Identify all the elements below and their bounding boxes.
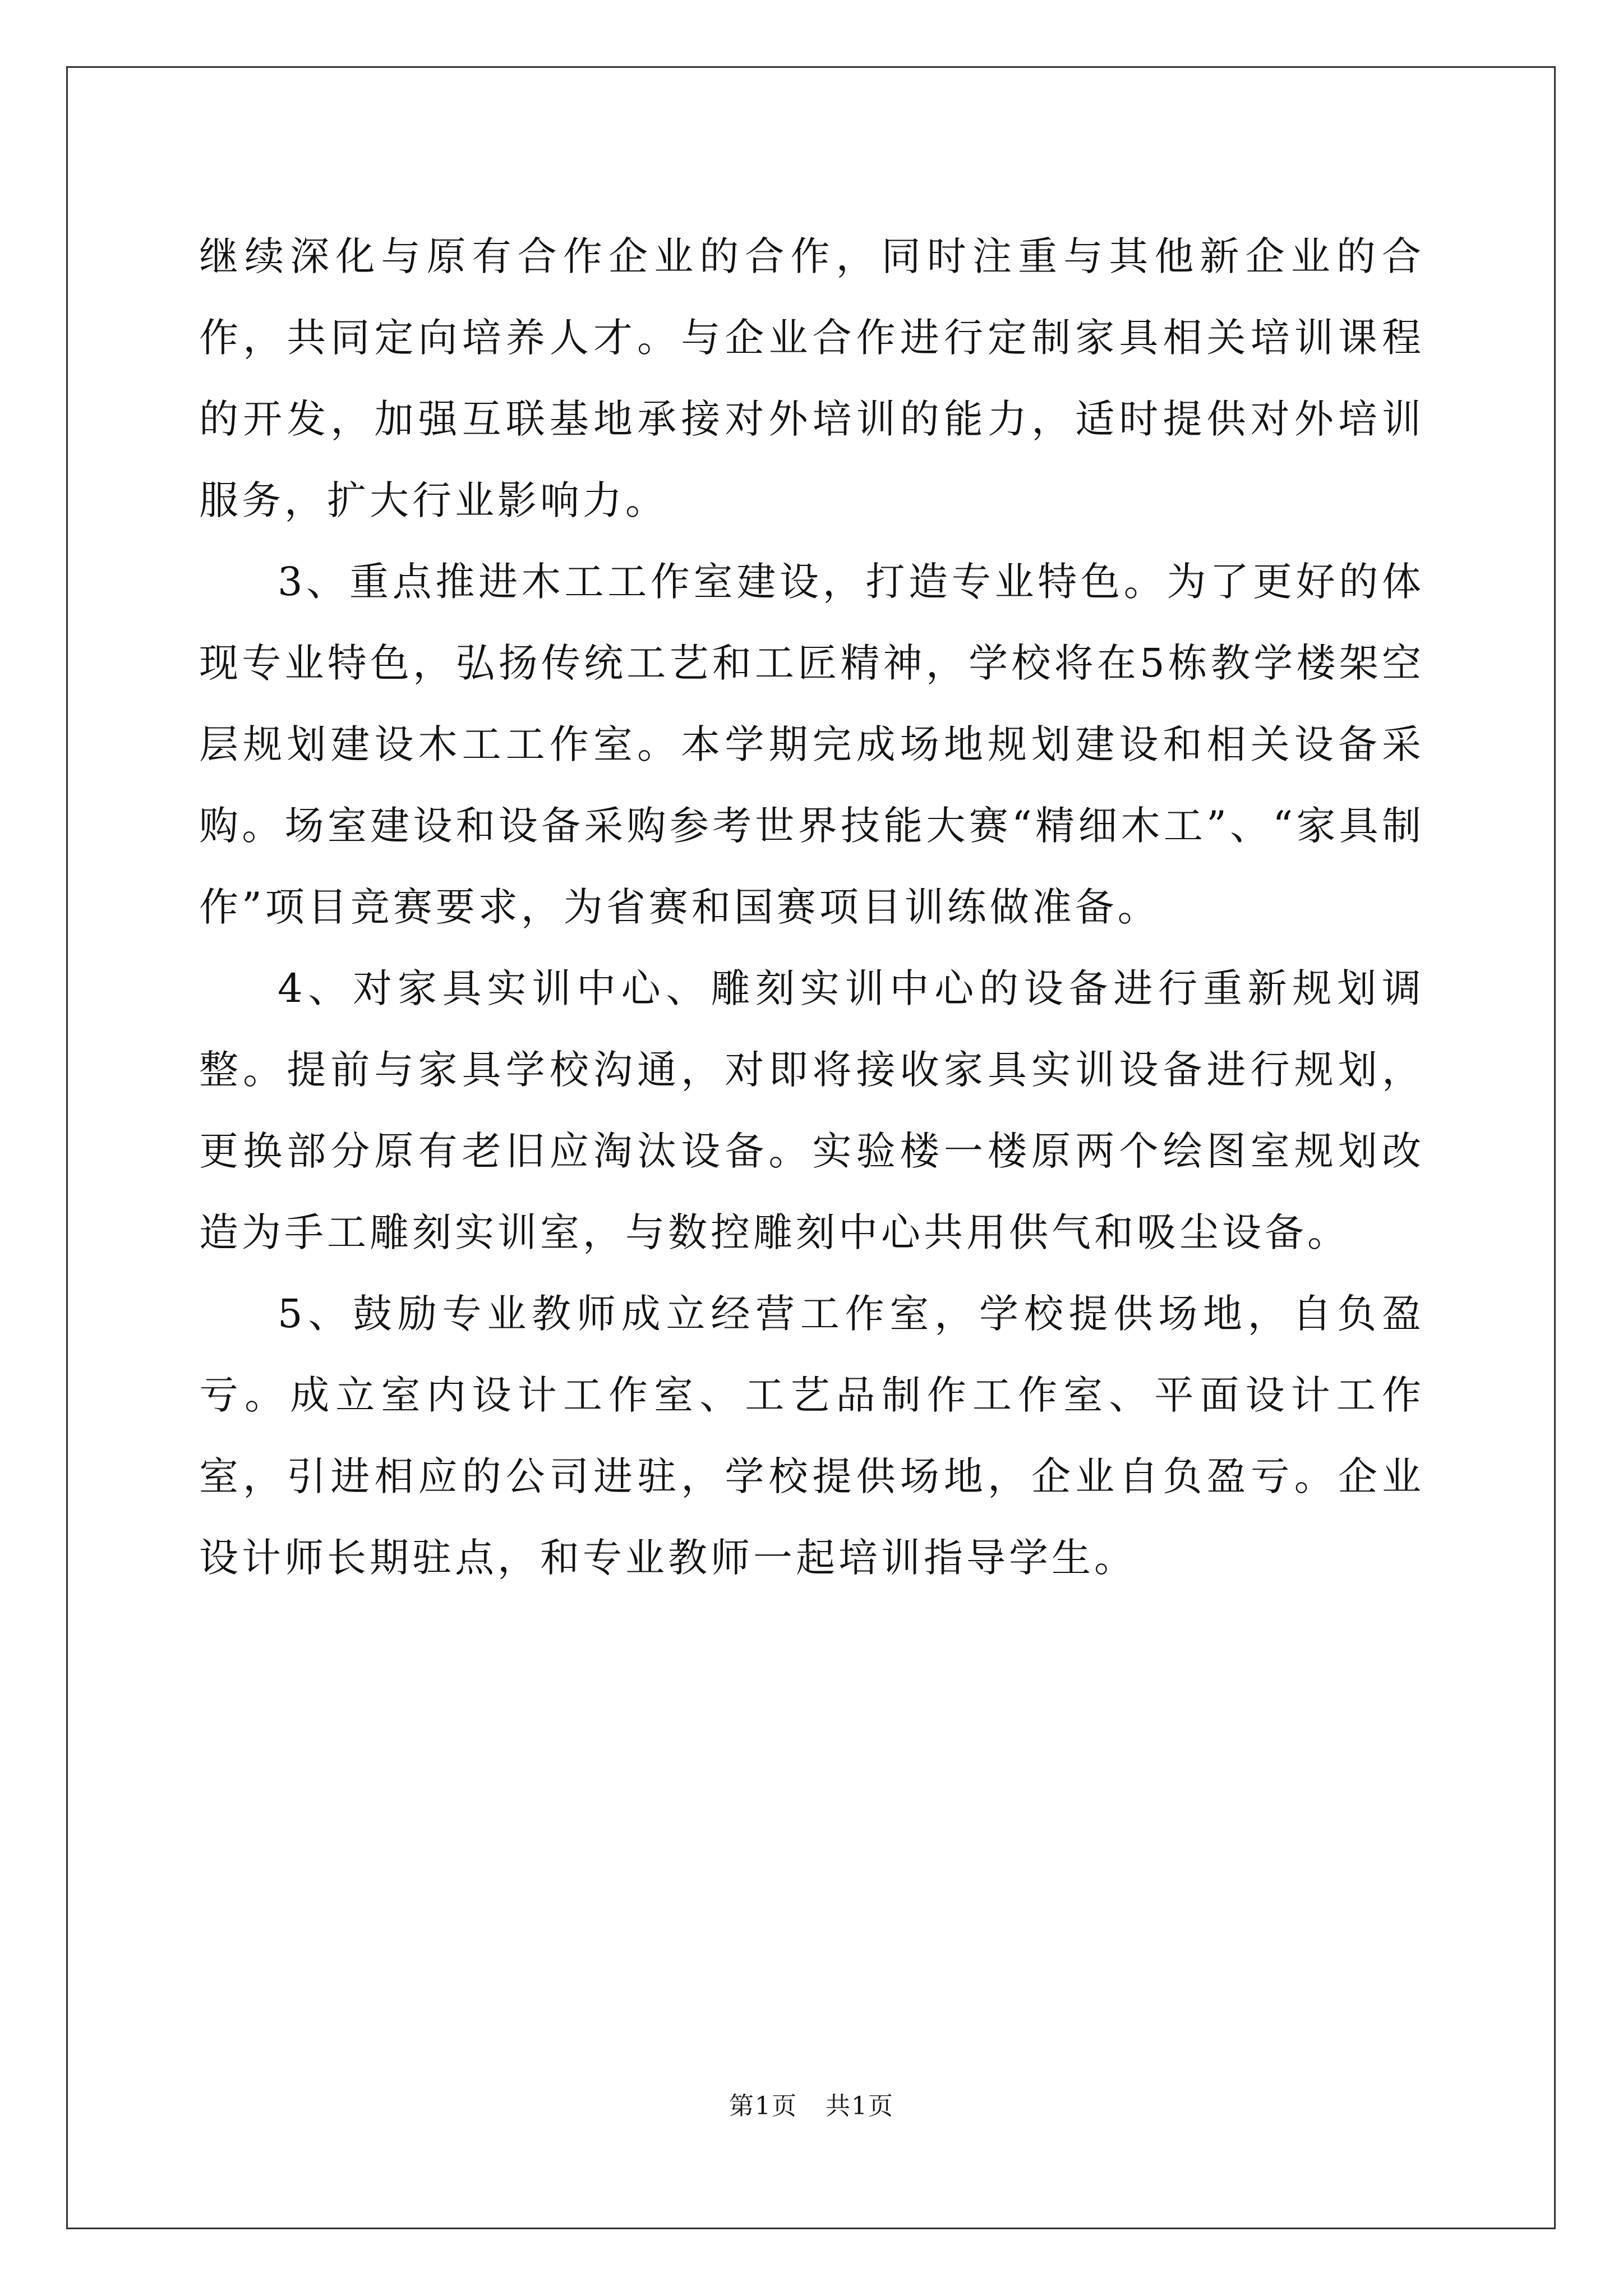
page-total: 共1页 — [826, 2092, 894, 2120]
paragraph-4: 5、鼓励专业教师成立经营工作室，学校提供场地，自负盈亏。成立室内设计工作室、工艺品制作工作室、平面设计工作室，引进相应的公司进驻，学校提供场地，企业自负盈亏。企业设计师长期驻点，和专业教师一起培训指导学生。 — [199, 1291, 1424, 1581]
page-number: 第1页 — [729, 2092, 797, 2120]
document-body — [199, 216, 1424, 1599]
page-footer — [0, 2090, 1623, 2123]
paragraph-3: 4、对家具实训中心、雕刻实训中心的设备进行重新规划调整。提前与家具学校沟通，对即将接收家具实训设备进行规划，更换部分原有老旧应淘汰设备。实验楼一楼原两个绘图室规划改造为手工雕刻实训室，与数控雕刻中心共用供气和吸尘设备。 — [199, 965, 1424, 1255]
paragraph-2: 3、重点推进木工工作室建设，打造专业特色。为了更好的体现专业特色，弘扬传统工艺和工匠精神，学校将在5栋教学楼架空层规划建设木工工作室。本学期完成场地规划建设和相关设备采购。场室建设和设备采购参考世界技能大赛“精细木工”、“家具制作”项目竞赛要求，为省赛和国赛项目训练做准备。 — [199, 559, 1424, 930]
paragraph-1: 继续深化与原有合作企业的合作，同时注重与其他新企业的合作，共同定向培养人才。与企业合作进行定制家具相关培训课程的开发，加强互联基地承接对外培训的能力，适时提供对外培训服务，扩大行业影响力。 — [199, 233, 1424, 523]
